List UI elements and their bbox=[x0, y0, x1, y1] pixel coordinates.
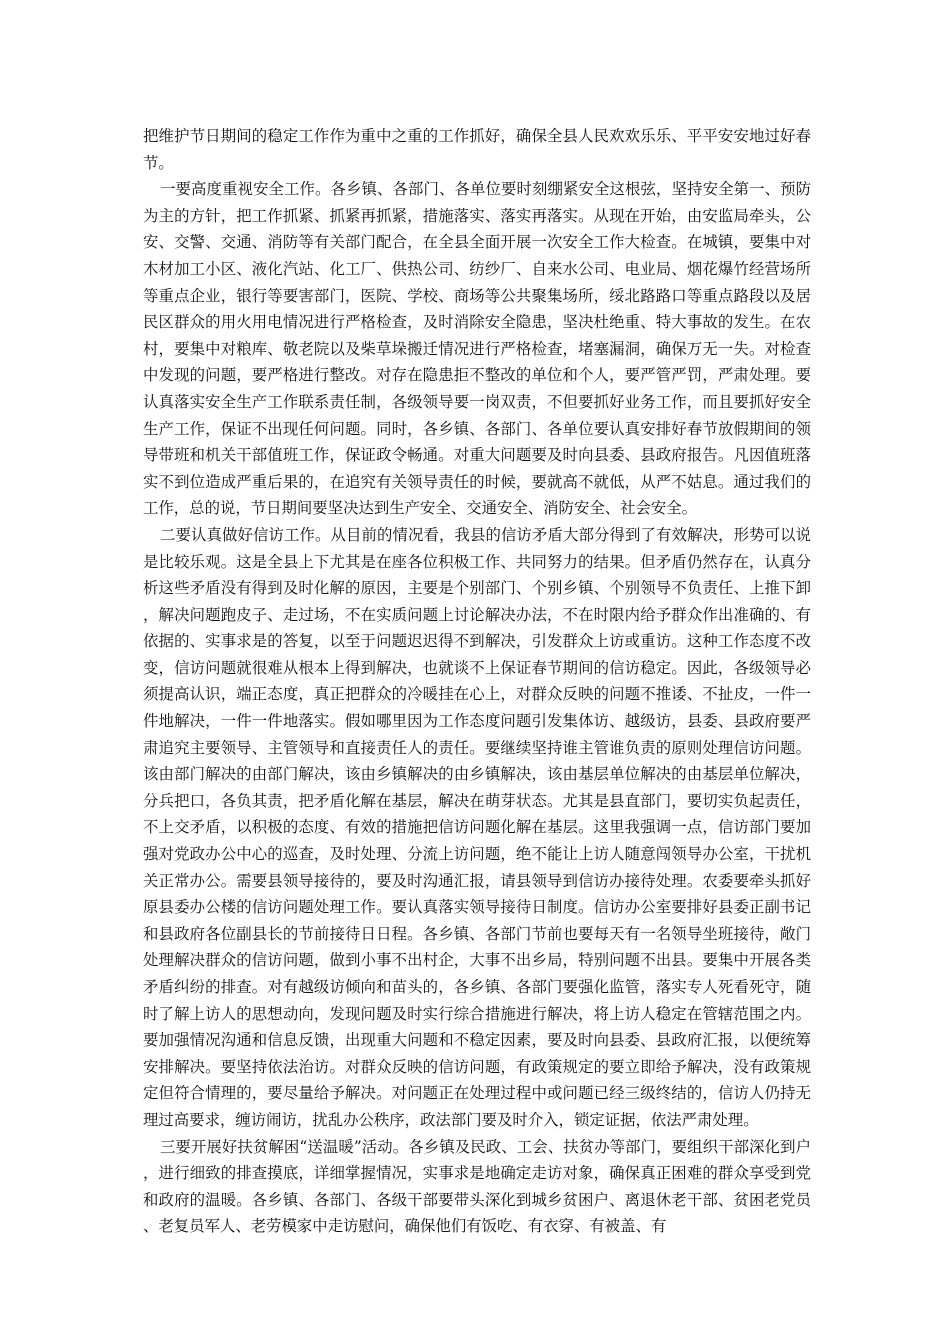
paragraph-safety-work: 一要高度重视安全工作。各乡镇、各部门、各单位要时刻绷紧安全这根弦，坚持安全第一、预防为主的方针，把工作抓紧、抓紧再抓紧，措施落实、落实再落实。从现在开始，由安监局牵头，公安、交警、交通、消防等有关部门配合，在全县全面开展一次安全工作大检查。在城镇，要集中对木材加工小区、液化汽站、化工厂、供热公司、纺纱厂、自来水公司、电业局、烟花爆竹经营场所等重点企业，银行等要害部门，医院、学校、商场等公共聚集场所，绥北路路口等重点路段以及居民区群众的用火用电情况进行严格检查，及时消除安全隐患，坚决杜绝重、特大事故的发生。在农村，要集中对粮库、敬老院以及柴草垛搬迁情况进行严格检查，堵塞漏洞，确保万无一失。对检查中发现的问题，要严格进行整改。对存在隐患拒不整改的单位和个人，要严管严罚，严肃处理。要认真落实安全生产工作联系责任制，各级领导要一岗双责，不但要抓好业务工作，而且要抓好安全生产工作，保证不出现任何问题。同时，各乡镇、各部门、各单位要认真安排好春节放假期间的领导带班和机关干部值班工作，保证政令畅通。对重大问题要及时向县委、县政府报告。凡因值班落实不到位造成严重后果的，在追究有关领导责任的时候，要就高不就低，从严不姑息。通过我们的工作，总的说，节日期间要坚决达到生产安全、交通安全、消防安全、社会安全。 bbox=[143, 180, 811, 518]
paragraph-poverty-relief: 三要开展好扶贫解困“送温暖”活动。各乡镇及民政、工会、扶贫办等部门，要组织干部深化到户，进行细致的排查摸底，详细掌握情况，实事求是地确定走访对象，确保真正困难的群众享受到党和政府的温暖。各乡镇、各部门、各级干部要带头深化到城乡贫困户、离退休老干部、贫困老党员、老复员军人、老劳模家中走访慰问，确保他们有饭吃、有衣穿、有被盖、有 bbox=[143, 1137, 811, 1236]
paragraph-petition-work: 二要认真做好信访工作。从目前的情况看，我县的信访矛盾大部分得到了有效解决，形势可以说是比较乐观。这是全县上下尤其是在座各位积极工作、共同努力的结果。但矛盾仍然存在，认真分析这些矛盾没有得到及时化解的原因，主要是个别部门、个别乡镇、个别领导不负责任、上推下卸，解决问题跑皮子、走过场，不在实质问题上讨论解决办法，不在时限内给予群众作出准确的、有依据的、实事求是的答复，以至于问题迟迟得不到解决，引发群众上访或重访。这种工作态度不改变，信访问题就很难从根本上得到解决，也就谈不上保证春节期间的信访稳定。因此，各级领导必须提高认识，端正态度，真正把群众的冷暖挂在心上，对群众反映的问题不推诿、不扯皮，一件一件地解决，一件一件地落实。假如哪里因为工作态度问题引发集体访、越级访，县委、县政府要严肃追究主要领导、主管领导和直接责任人的责任。要继续坚持谁主管谁负责的原则处理信访问题。该由部门解决的由部门解决，该由乡镇解决的由乡镇解决，该由基层单位解决的由基层单位解决，分兵把口，各负其责，把矛盾化解在基层，解决在萌芽状态。尤其是县直部门，要切实负起责任，不上交矛盾，以积极的态度、有效的措施把信访问题化解在基层。这里我强调一点，信访部门要加强对党政办公中心的巡查，及时处理、分流上访问题，绝不能让上访人随意闯领导办公室，干扰机关正常办公。需要县领导接待的，要及时沟通汇报，请县领导到信访办接待处理。农委要牵头抓好原县委办公楼的信访问题处理工作。要认真落实领导接待日制度。信访办公室要排好县委正副书记和县政府各位副县长的节前接待日日程。各乡镇、各部门节前也要每天有一名领导坐班接待，敞门处理解决群众的信访问题，做到小事不出村企，大事不出乡局，特别问题不出县。要集中开展各类矛盾纠纷的排查。对有越级访倾向和苗头的，各乡镇、各部门要强化监管，落实专人死看死守，随时了解上访人的思想动向，发现问题及时实行综合措施进行解决，将上访人稳定在管辖范围之内。要加强情况沟通和信息反馈，出现重大问题和不稳定因素，要及时向县委、县政府汇报，以便统筹安排解决。要坚持依法治访。对群众反映的信访问题，有政策规定的要立即给予解决，没有政策规定但符合情理的，要尽量给予解决。对问题正在处理过程中或问题已经三级终结的，信访人仍持无理过高要求，缠访闹访，扰乱办公秩序，政法部门要及时介入，锁定证据，依法严肃处理。 bbox=[143, 525, 811, 1129]
document-page bbox=[143, 123, 811, 1240]
paragraph-intro: 把维护节日期间的稳定工作作为重中之重的工作抓好，确保全县人民欢欢乐乐、平平安安地过好春节。 bbox=[143, 127, 811, 172]
